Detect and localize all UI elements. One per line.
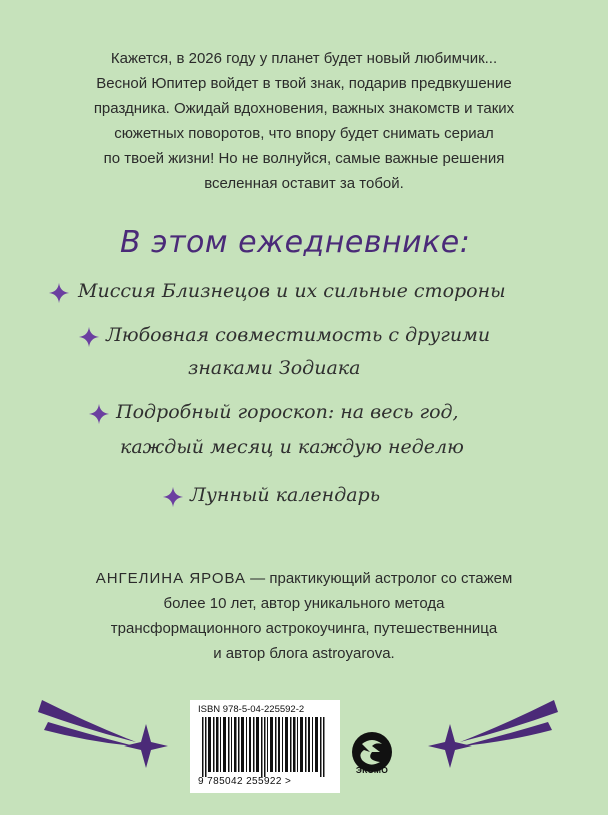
author-name: АНГЕЛИНА ЯРОВА — [95, 570, 247, 587]
intro-line: по твоей жизни! Но не волнуйся, самые важные решения — [103, 150, 505, 167]
author-line: трансформационного астрокоучинга, путешественница — [110, 620, 498, 637]
feature-line: знаками Зодиака — [188, 357, 361, 379]
isbn-number: ISBN 978-5-04-225592-2 — [198, 704, 305, 715]
author-line: и автор блога astroyarova. — [213, 645, 395, 662]
author-line: более 10 лет, автор уникального метода — [163, 595, 445, 612]
barcode — [190, 700, 340, 793]
features-heading: В этом ежедневнике: — [120, 225, 471, 260]
barcode-digits: 9 785042 255922 > — [198, 776, 292, 787]
four-point-star-icon — [78, 326, 100, 348]
feature-line: каждый месяц и каждую неделю — [120, 436, 464, 458]
author-text: — практикующий астролог со стажем — [246, 570, 513, 587]
four-point-star-icon — [48, 282, 70, 304]
barcode-bars — [198, 717, 332, 777]
intro-line: вселенная оставит за тобой. — [204, 175, 404, 192]
author-bio — [50, 566, 558, 666]
feature-line: Миссия Близнецов и их сильные стороны — [78, 280, 506, 302]
feature-line: Лунный календарь — [190, 484, 381, 506]
publisher-name: ЭКСМО — [355, 765, 389, 775]
intro-line: Весной Юпитер войдет в твой знак, подарив предвкушение — [96, 75, 512, 92]
shooting-star-icon — [28, 690, 178, 780]
intro-line: сюжетных поворотов, что впору будет снимать сериал — [114, 125, 494, 142]
intro-line: Кажется, в 2026 году у планет будет новый любимчик... — [110, 50, 498, 67]
feature-line: Любовная совместимость с другими — [106, 324, 491, 346]
author-line — [50, 566, 558, 591]
four-point-star-icon — [162, 486, 184, 508]
intro-line: праздника. Ожидай вдохновения, важных знакомств и таких — [93, 100, 515, 117]
feature-line: Подробный гороскоп: на весь год, — [116, 401, 459, 423]
shooting-star-icon — [418, 690, 568, 780]
four-point-star-icon — [88, 403, 110, 425]
